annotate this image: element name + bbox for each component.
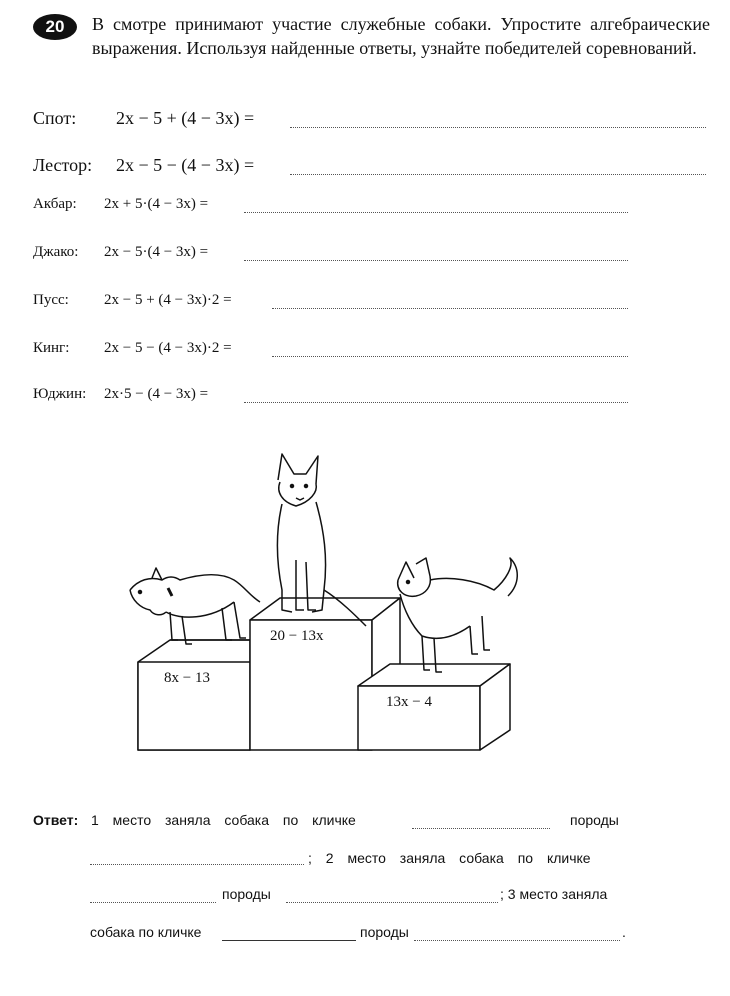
podium-second-label: 8x − 13: [164, 670, 210, 686]
dog-name: Акбар:: [33, 196, 77, 212]
podium-first-label: 20 − 13x: [270, 628, 324, 644]
second-place-breed-field[interactable]: [286, 902, 498, 903]
dog-name: Кинг:: [33, 340, 70, 356]
dog-name: Юджин:: [33, 386, 87, 402]
exercise-row: [0, 108, 730, 136]
dog-name: Лестор:: [33, 155, 93, 175]
task-text: В смотре принимают участие служебные собаки. Упростите алгебраические выражения. Используя найденные ответы, узнайте победителей соревнований.: [92, 14, 710, 58]
task-number-badge: 20: [33, 14, 77, 40]
bull-terrier-dog-drawing: [130, 568, 260, 644]
answer-text-3: ; 3 место заняла: [500, 886, 608, 902]
exercise-row: [0, 196, 730, 224]
podium-second-block: [138, 640, 250, 750]
third-place-name-field[interactable]: [222, 940, 356, 941]
exercise-row: [0, 340, 730, 368]
answer-breed-2: породы: [222, 886, 271, 902]
dog-name: Спот:: [33, 108, 77, 128]
answer-breed-1: породы: [570, 812, 619, 828]
podium-third-label: 13x − 4: [386, 694, 432, 710]
answer-text-4: собака по кличке: [90, 924, 202, 940]
collie-dog-drawing: [398, 558, 518, 672]
second-place-name-field[interactable]: [90, 902, 216, 903]
answer-text-2: ; 2 место заняла собака по кличке: [308, 850, 591, 866]
expression: 2x + 5·(4 − 3x) =: [104, 196, 209, 212]
expression: 2x − 5 − (4 − 3x)·2 =: [104, 340, 232, 356]
first-place-breed-field[interactable]: [90, 864, 304, 865]
answer-line[interactable]: [244, 260, 628, 261]
answer-label: Ответ:: [33, 812, 79, 828]
dog-name: Джако:: [33, 244, 79, 260]
answer-end: .: [622, 924, 626, 940]
expression: 2x − 5·(4 − 3x) =: [104, 244, 209, 260]
answer-line[interactable]: [244, 402, 628, 403]
answer-line[interactable]: [244, 212, 628, 213]
answer-line[interactable]: [290, 174, 706, 175]
expression: 2x − 5 − (4 − 3x) =: [116, 155, 255, 175]
expression: 2x − 5 + (4 − 3x)·2 =: [104, 292, 232, 308]
answer-line[interactable]: [272, 356, 628, 357]
answer-line[interactable]: [290, 127, 706, 128]
podium-third-block: [358, 664, 510, 750]
podium-illustration: [110, 440, 530, 760]
exercise-row: [0, 155, 730, 183]
answer-line[interactable]: [272, 308, 628, 309]
answer-breed-3: породы: [360, 924, 409, 940]
expression: 2x·5 − (4 − 3x) =: [104, 386, 209, 402]
exercise-row: [0, 386, 730, 414]
first-place-name-field[interactable]: [412, 828, 550, 829]
third-place-breed-field[interactable]: [414, 940, 620, 941]
exercise-row: [0, 244, 730, 272]
exercise-row: [0, 292, 730, 320]
dog-name: Пусс:: [33, 292, 69, 308]
answer-text-1: 1 место заняла собака по кличке: [91, 812, 356, 828]
expression: 2x − 5 + (4 − 3x) =: [116, 108, 255, 128]
